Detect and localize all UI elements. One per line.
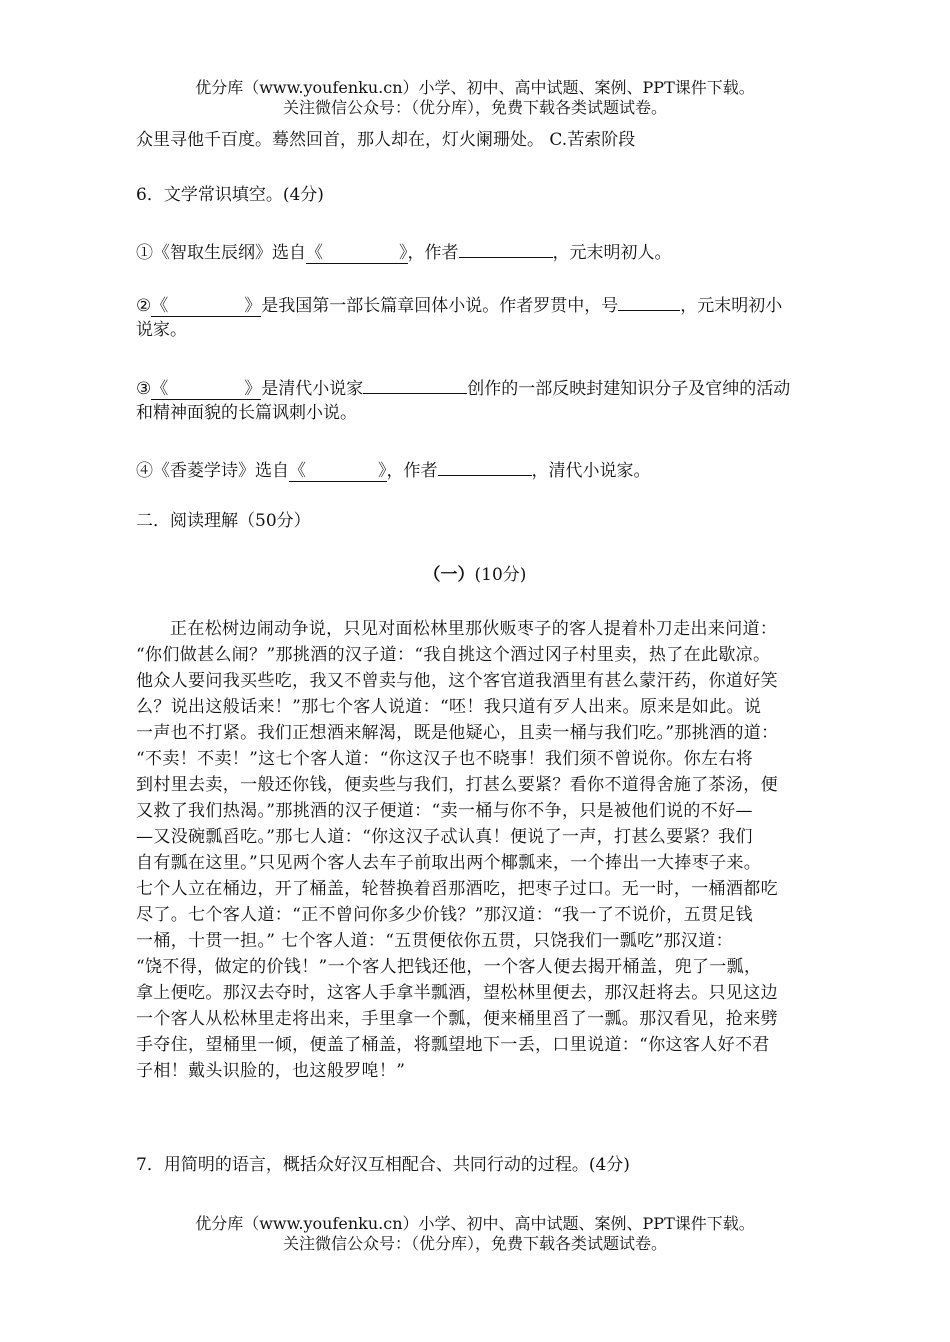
q6-item-3-book-blank: 《 》 (151, 379, 262, 399)
subsection-1-heading (0, 564, 950, 586)
continuation-text: 众里寻他千百度。蓦然回首，那人却在，灯火阑珊处。 C.苦索阶段 (136, 130, 636, 150)
passage-line: 一声也不打紧。我们正想酒来解渴，既是他疑心，且卖一桶与我们吃。”那挑酒的道： (136, 723, 779, 743)
passage-line: “不卖！不卖！”这七个客人道：“你这汉子也不晓事！我们须不曾说你。你左右将 (136, 749, 754, 769)
passage-line: 一桶，十贯一担。” 七个客人道：“五贯便依你五贯，只饶我们一瓢吃”那汉道： (136, 931, 733, 951)
q6-item-3-continued: 和精神面貌的长篇讽刺小说。 (136, 403, 357, 423)
passage-line: 自有瓢在这里。”只见两个客人去车子前取出两个椰瓢来，一个捧出一大捧枣子来。 (136, 853, 762, 873)
header-line-2: 关注微信公众号：（优分库），免费下载各类试题试卷。 (282, 98, 667, 117)
q6-item-3: ③《 》是清代小说家 创作的一部反映封建知识分子及官绅的活动 (136, 374, 790, 400)
q6-item-1-book-blank: 《 》 (306, 243, 408, 263)
footer-line-1: 优分库（www.youfenku.cn）小学、初中、高中试题、案例、PPT课件下载。 (195, 1214, 755, 1233)
header-line-1: 优分库（www.youfenku.cn）小学、初中、高中试题、案例、PPT课件下载。 (195, 78, 755, 97)
q6-item-2-hao-blank (618, 291, 680, 311)
subsection-1-score: (10分) (474, 565, 527, 585)
q6-item-4-tail: ，清代小说家。 (531, 461, 651, 481)
q6-item-4-author-blank (438, 456, 532, 476)
q6-item-2-book-blank: 《 》 (151, 296, 262, 316)
passage-line: 子相！戴头识脸的，也这般罗唣！” (136, 1061, 406, 1081)
passage-line: 拿上便吃。那汉去夺时，这客人手拿半瓢酒，望松林里便去，那汉赶将去。只见这边 (136, 983, 778, 1003)
passage-line: 他众人要问我买些吃，我又不曾卖与他，这个客官道我酒里有甚么蒙汗药，你道好笑 (136, 671, 778, 691)
q6-item-3-tail: 创作的一部反映封建知识分子及官绅的活动 (467, 379, 791, 399)
q6-item-4-author-label: ，作者 (386, 461, 438, 481)
passage-line: 尽了。七个客人道：“正不曾问你多少价钱？”那汉道：“我一了不说价，五贯足钱 (136, 905, 754, 925)
section-2-title: 二．阅读理解（50分） (136, 511, 311, 531)
q6-title: 6．文学常识填空。(4分) (136, 185, 324, 205)
passage-line: 手夺住，望桶里一倾，便盖了桶盖，将瓢望地下一丢，口里说道：“你这客人好不君 (136, 1035, 770, 1055)
q6-item-1-tail: ，元末明初人。 (552, 243, 672, 263)
passage-line: —又没碗瓢舀吃。”那七人道：“你这汉子忒认真！便说了一声，打甚么要紧？我们 (136, 827, 753, 847)
passage-line: 正在松树边闹动争说，只见对面松林里那伙贩枣子的客人提着朴刀走出来问道： (170, 619, 778, 639)
reading-passage (136, 616, 856, 1084)
passage-line: “你们做甚么闹？”那挑酒的汉子道：“我自挑这个酒过冈子村里卖，热了在此歇凉。 (136, 645, 771, 665)
q6-item-4 (136, 456, 651, 482)
q6-item-2-tail: ，元末明初小 (680, 296, 783, 316)
passage-line: “饶不得，做定的价钱！”一个客人把钱还他，一个客人便去揭开桶盖，兜了一瓢， (136, 957, 762, 977)
q6-item-1-text: ①《智取生辰纲》选自 (136, 243, 306, 263)
q7-text: 7．用简明的语言，概括众好汉互相配合、共同行动的过程。(4分) (136, 1155, 630, 1175)
footer-line-2: 关注微信公众号：（优分库），免费下载各类试题试卷。 (282, 1234, 667, 1253)
q6-item-2: ②《 》是我国第一部长篇章回体小说。作者罗贯中，号 ，元末明初小 (136, 291, 782, 317)
q6-item-3-text: 是清代小说家 (261, 379, 364, 399)
q6-item-4-book-blank: 《 》 (289, 461, 387, 481)
q6-item-1-author-blank (459, 238, 553, 258)
passage-line: 七个人立在桶边，开了桶盖，轮替换着舀那酒吃，把枣子过口。无一时，一桶酒都吃 (136, 879, 778, 899)
q6-item-2-continued: 说家。 (136, 320, 187, 340)
passage-line: 又救了我们热渴。”那挑酒的汉子便道：“卖一桶与你不争，只是被他们说的不好— (136, 801, 753, 821)
q6-item-1 (136, 238, 672, 264)
passage-line: 一个客人从松林里走将出来，手里拿一个瓢，便来桶里舀了一瓢。那汉看见，抢来劈 (136, 1009, 778, 1029)
passage-line: 么？说出这般话来！”那七个客人说道：“呸！我只道有歹人出来。原来是如此。说 (136, 697, 762, 717)
subsection-1-label: （一） (423, 565, 475, 585)
q6-item-4-text: ④《香菱学诗》选自 (136, 461, 289, 481)
passage-line: 到村里去卖，一般还你钱，便卖些与我们，打甚么要紧？看你不道得舍施了茶汤，便 (136, 775, 778, 795)
q6-item-2-text: 是我国第一部长篇章回体小说。作者罗贯中，号 (261, 296, 619, 316)
q6-item-1-author-label: ，作者 (407, 243, 459, 263)
q6-item-3-author-blank (363, 374, 467, 394)
